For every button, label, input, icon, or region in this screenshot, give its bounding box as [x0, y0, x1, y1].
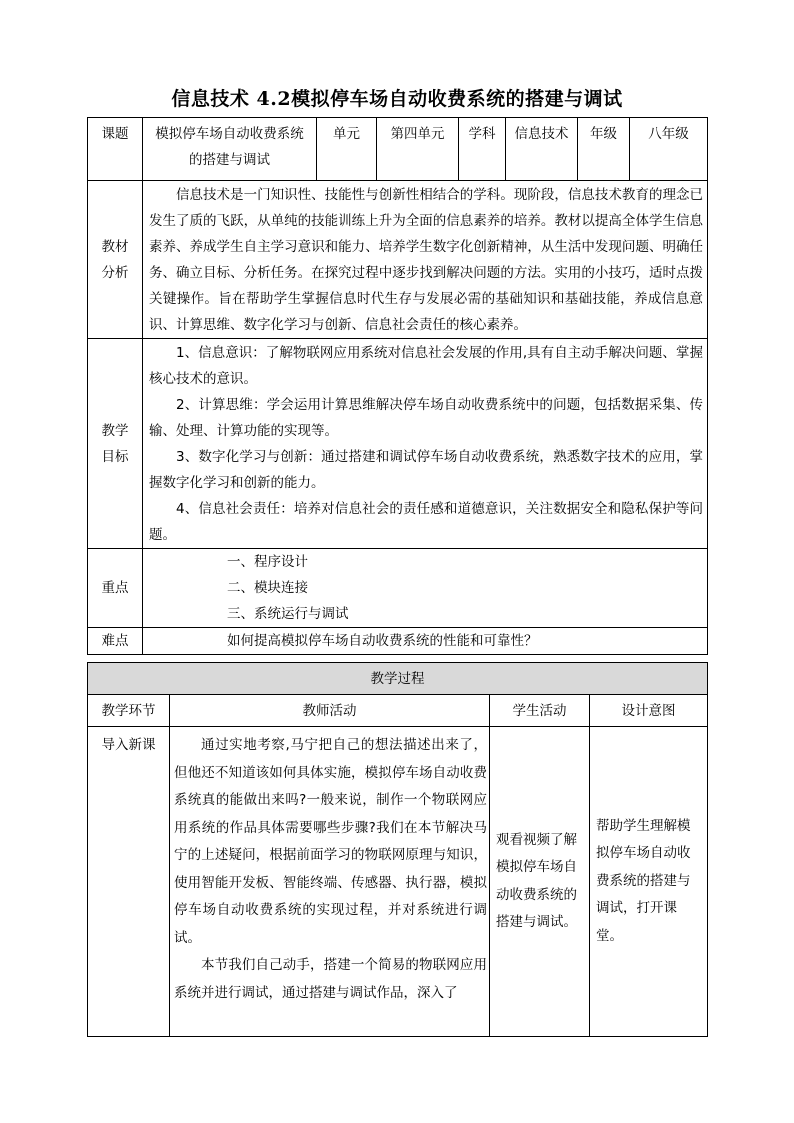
- design-intent-cell: [590, 727, 708, 1037]
- key-points-row: [88, 549, 708, 628]
- topic-line-1: 模拟停车场自动收费系统: [155, 126, 304, 142]
- unit-label: 单元: [317, 118, 377, 181]
- goal-item: 2、计算思维：学会运用计算思维解决停车场自动收费系统中的问题，包括数据采集、传输、处理、计算功能的实现等。: [149, 397, 703, 439]
- stage-cell: 导入新课: [88, 727, 170, 1037]
- teacher-activity-paragraph: 本节我们自己动手，搭建一个简易的物联网应用系统并进行调试，通过搭建与调试作品，深入了: [174, 957, 487, 1001]
- key-point-item: 三、系统运行与调试: [227, 606, 349, 622]
- goals-label-line-1: 教学: [101, 422, 129, 439]
- topic-row: [88, 118, 708, 181]
- design-intent-text: 帮助学生理解模拟停车场自动收费系统的搭建与调试，打开课堂。: [596, 817, 691, 944]
- process-columns-row: [88, 695, 708, 727]
- grade-label: 年级: [578, 118, 630, 181]
- process-header: 教学过程: [88, 663, 708, 695]
- difficulty-label: 难点: [88, 628, 143, 655]
- key-points-label: 重点: [88, 549, 143, 628]
- key-point-item: 二、模块连接: [227, 580, 308, 596]
- goals-content: [143, 339, 708, 549]
- grade-value: 八年级: [630, 118, 708, 181]
- goals-label-line-2: 目标: [101, 448, 129, 465]
- difficulty-text: 如何提高模拟停车场自动收费系统的性能和可靠性？: [227, 633, 538, 649]
- topic-label: 课题: [88, 118, 143, 181]
- goal-item: 1、信息意识：了解物联网应用系统对信息社会发展的作用,具有自主动手解决问题、掌握核心技术的意识。: [149, 345, 703, 387]
- goal-item: 3、数字化学习与创新：通过搭建和调试停车场自动收费系统，熟悉数字技术的应用，掌握数字化学习和创新的能力。: [149, 449, 703, 491]
- analysis-label: [88, 181, 143, 339]
- analysis-label-line-1: 教材: [101, 238, 129, 255]
- student-activity-text: 观看视频了解模拟停车场自动收费系统的搭建与调试。: [496, 831, 577, 930]
- key-points-content: [143, 549, 708, 628]
- document-title: 信息技术 4.2模拟停车场自动收费系统的搭建与调试: [171, 88, 623, 110]
- teacher-activity-paragraph: 通过实地考察,马宁把自己的想法描述出来了，但他还不知道该如何具体实施，模拟停车场自动收费系统真的能做出来吗?一般来说，制作一个物联网应用系统的作品具体需要哪些步骤?我们在本节解决马宁的上述疑问，根据前面学习的物联网原理与知识，使用智能开发板、智能终端、传感器、执行器，模拟停车场自动收费系统的实现过程，并对系统进行调试。: [174, 737, 487, 946]
- goals-row: [88, 339, 708, 549]
- topic-value: [143, 118, 317, 181]
- teaching-process-table: [87, 662, 708, 1037]
- goal-item: 4、信息社会责任：培养对信息社会的责任感和道德意识，关注数据安全和隐私保护等问题。: [149, 501, 703, 543]
- topic-line-2: 的搭建与调试: [189, 152, 270, 168]
- unit-value: 第四单元: [377, 118, 459, 181]
- student-activity-cell: [490, 727, 590, 1037]
- lesson-info-table: [87, 117, 708, 655]
- column-header-student: 学生活动: [490, 695, 590, 727]
- difficulty-row: [88, 628, 708, 655]
- difficulty-content: [143, 628, 708, 655]
- process-header-row: [88, 663, 708, 695]
- column-header-intent: 设计意图: [590, 695, 708, 727]
- teacher-activity-cell: [170, 727, 490, 1037]
- key-point-item: 一、程序设计: [227, 554, 308, 570]
- subject-value: 信息技术: [506, 118, 578, 181]
- analysis-content: [143, 181, 708, 339]
- goals-label: [88, 339, 143, 549]
- analysis-text: 信息技术是一门知识性、技能性与创新性相结合的学科。现阶段，信息技术教育的理念已发生了质的飞跃，从单纯的技能训练上升为全面的信息素养的培养。教材以提高全体学生信息素养、养成学生自主学习意识和能力、培养学生数字化创新精神，从生活中发现问题、明确任务、确立目标、分析任务。在探究过程中逐步找到解决问题的方法。实用的小技巧，适时点拨关键操作。旨在帮助学生掌握信息时代生存与发展必需的基础知识和基础技能，养成信息意识、计算思维、数字化学习与创新、信息社会责任的核心素养。: [149, 187, 703, 333]
- column-header-teacher: 教师活动: [170, 695, 490, 727]
- column-header-stage: 教学环节: [88, 695, 170, 727]
- process-row-intro: [88, 727, 708, 1037]
- analysis-label-line-2: 分析: [101, 264, 129, 281]
- analysis-row: [88, 181, 708, 339]
- subject-label: 学科: [459, 118, 506, 181]
